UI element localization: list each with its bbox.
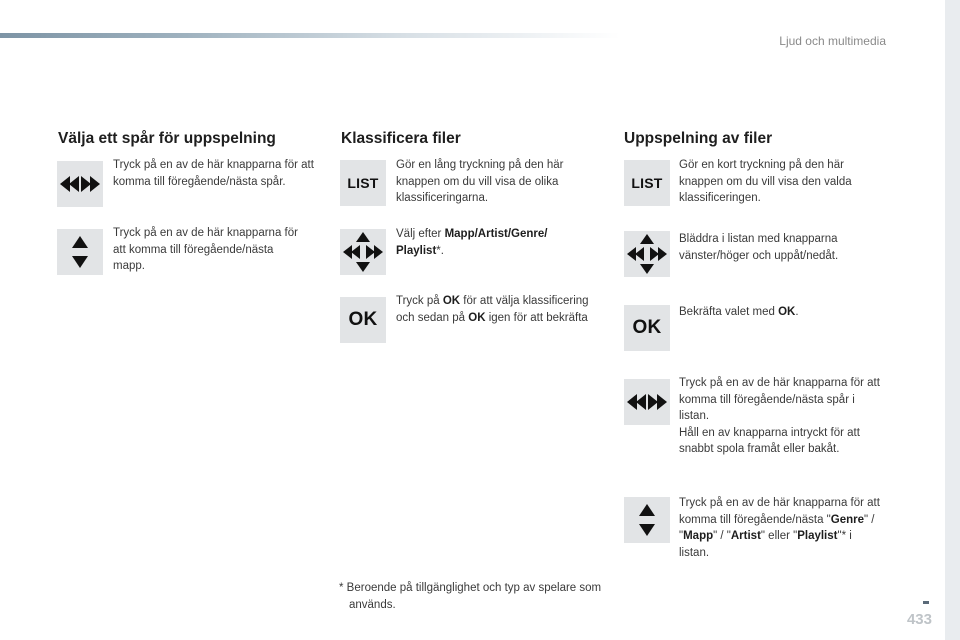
desc-bold-artist: Artist: [730, 530, 761, 542]
desc-text-part: " / ": [713, 530, 731, 542]
desc-prev-next-category: [679, 495, 884, 561]
prev-next-icon: [624, 379, 670, 425]
prev-next-icon: [57, 161, 103, 207]
up-down-icon: [624, 497, 670, 543]
section-title: Ljud och multimedia: [779, 34, 886, 48]
desc-text-part: Välj efter: [396, 228, 445, 240]
desc-text-part: Bekräfta valet med: [679, 306, 779, 318]
ok-button-label: OK: [632, 317, 662, 338]
desc-prev-next-in-list: [679, 375, 884, 458]
desc-line: Håll en av knapparna intryckt för att snabbt spola framåt eller bakåt.: [679, 426, 860, 455]
desc-text-part: för att välja klassificering och sedan på: [396, 295, 589, 324]
desc-bold-ok: OK: [778, 306, 796, 318]
desc-browse-list: Bläddra i listan med knapparna vänster/höger och uppåt/nedåt.: [679, 233, 839, 262]
footnote: * Beroende på tillgänglighet och typ av spelare som används.: [339, 582, 602, 611]
desc-bold-playlist: Playlist: [797, 530, 838, 542]
desc-long-press-list: Gör en lång tryckning på den här knappen om du vill visa de olika klassificeringarna.: [396, 159, 564, 204]
desc-bold-ok: OK: [442, 295, 461, 307]
desc-ok-confirm-classification: [396, 293, 601, 326]
desc-prev-next-track: Tryck på en av de här knapparna för att komma till föregående/nästa spår.: [113, 159, 314, 188]
page-edge-strip: [945, 0, 960, 640]
four-way-arrows-icon: [340, 229, 386, 275]
four-way-arrows-icon: [624, 231, 670, 277]
desc-prev-next-folder: Tryck på en av de här knapparna för att komma till föregående/nästa mapp.: [113, 227, 298, 272]
header-accent-bar: [0, 33, 620, 38]
desc-text-part: *.: [436, 244, 444, 257]
desc-text-part: " eller ": [760, 530, 798, 542]
heading-play-files: Uppspelning av filer: [624, 130, 773, 147]
desc-bold-genre: Genre: [830, 513, 864, 526]
desc-select-by-category: [396, 226, 596, 259]
heading-select-track: Välja ett spår för uppspelning: [58, 130, 276, 147]
heading-classify-files: Klassificera filer: [341, 130, 461, 147]
desc-bold-ok: OK: [468, 311, 486, 324]
desc-text-part: " / ": [679, 513, 875, 542]
page-number: 433: [906, 611, 932, 628]
list-button-label: LIST: [347, 175, 379, 191]
ok-button-icon: [624, 305, 670, 351]
desc-confirm-ok: [679, 304, 879, 321]
page-marker: [923, 601, 929, 604]
list-button-icon: [340, 160, 386, 206]
up-down-icon: [57, 229, 103, 275]
desc-text-part: "* i listan.: [679, 530, 852, 559]
desc-short-press-list: Gör en kort tryckning på den här knappen om du vill visa den valda klassificeringen.: [679, 159, 852, 204]
desc-line: Tryck på en av de här knapparna för att komma till föregående/nästa spår i listan.: [679, 377, 880, 422]
ok-button-label: OK: [348, 309, 378, 330]
desc-bold-categories: Mapp/Artist/Genre/ Playlist: [396, 228, 548, 257]
list-button-icon: [624, 160, 670, 206]
desc-text-part: Tryck på: [396, 295, 443, 307]
desc-text-part: .: [795, 306, 799, 318]
desc-bold-mapp: Mapp: [683, 530, 714, 542]
desc-text-part: Tryck på en av de här knapparna för att komma till föregående/nästa ": [679, 497, 880, 526]
ok-button-icon: [340, 297, 386, 343]
desc-text-part: igen för att bekräfta: [485, 311, 588, 324]
list-button-label: LIST: [631, 175, 663, 191]
